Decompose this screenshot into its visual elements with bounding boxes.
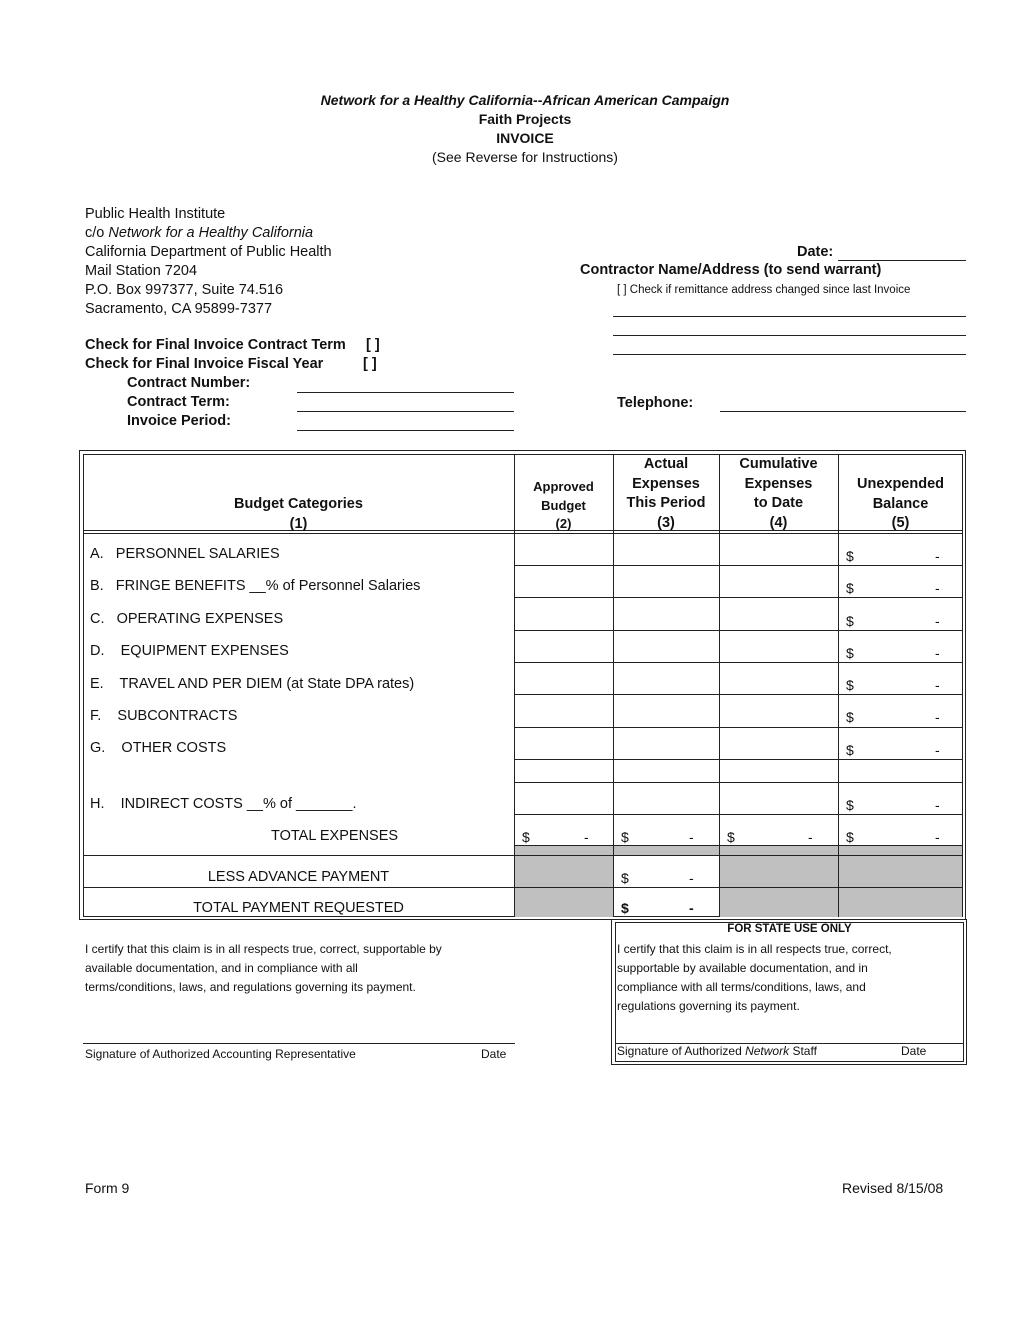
contract-number-field[interactable] xyxy=(297,392,514,393)
budget-cell-approved[interactable] xyxy=(515,695,613,727)
contractor-address-line-3[interactable] xyxy=(613,354,966,355)
total-expenses-label: TOTAL EXPENSES xyxy=(271,828,399,844)
unexpended-symbol: $ xyxy=(846,742,854,758)
budget-cell-approved[interactable] xyxy=(515,566,613,597)
less-advance-value[interactable]: - xyxy=(689,870,694,886)
unexpended-symbol: $ xyxy=(846,677,854,693)
final-contract-term-label: Check for Final Invoice Contract Term xyxy=(85,337,346,353)
total-requested-label: TOTAL PAYMENT REQUESTED xyxy=(193,900,404,916)
budget-cell-approved[interactable] xyxy=(515,783,613,814)
budget-cell-cumulative[interactable] xyxy=(720,566,838,597)
less-advance-symbol: $ xyxy=(621,870,629,886)
state-certification-line: I certify that this claim is in all respects true, correct, xyxy=(617,942,892,956)
contract-term-label: Contract Term: xyxy=(127,394,230,410)
col-header-line: Expenses xyxy=(744,475,813,492)
network-signature-italic: Network xyxy=(745,1044,790,1058)
remit-line-2-org: Network for a Healthy California xyxy=(108,225,314,241)
invoice-period-field[interactable] xyxy=(297,430,514,431)
budget-cell-actual[interactable] xyxy=(614,695,719,727)
unexpended-symbol: $ xyxy=(846,580,854,596)
network-signature-suffix: Staff xyxy=(789,1044,817,1058)
budget-cell-approved[interactable] xyxy=(515,663,613,694)
budget-cell-actual[interactable] xyxy=(614,631,719,662)
unexpended-value: - xyxy=(935,548,940,564)
invoice-period-label: Invoice Period: xyxy=(127,413,231,429)
unexpended-value: - xyxy=(935,645,940,661)
total-unexpended-value: - xyxy=(935,829,940,845)
row-line xyxy=(514,814,963,815)
budget-cell-approved[interactable] xyxy=(515,598,613,630)
total-requested-value: - xyxy=(689,900,694,916)
certification-line: terms/conditions, laws, and regulations governing its payment. xyxy=(85,980,416,994)
document-subtitle: Faith Projects xyxy=(478,111,572,127)
col-header-line: Budget xyxy=(541,497,586,513)
col-header-line: Balance xyxy=(872,495,929,512)
accounting-date-label: Date xyxy=(481,1047,507,1061)
total-actual-symbol: $ xyxy=(621,829,629,845)
final-fiscal-year-checkbox[interactable]: [ ] xyxy=(363,356,377,372)
budget-cell-cumulative[interactable] xyxy=(720,598,838,630)
col-header-line: Unexpended xyxy=(856,476,944,492)
budget-cell-actual[interactable] xyxy=(614,534,719,565)
unexpended-symbol: $ xyxy=(846,709,854,725)
row-equipment-expenses: D. EQUIPMENT EXPENSES xyxy=(90,643,289,659)
total-unexpended-symbol: $ xyxy=(846,829,854,845)
row-personnel-salaries: A. PERSONNEL SALARIES xyxy=(90,546,280,562)
contractor-certification xyxy=(85,940,442,997)
budget-cell-actual[interactable] xyxy=(614,783,719,814)
unexpended-symbol: $ xyxy=(846,613,854,629)
col-header-line: This Period xyxy=(626,495,706,511)
budget-cell-actual[interactable] xyxy=(614,566,719,597)
col-header-cumulative-expenses xyxy=(719,455,838,533)
telephone-label: Telephone: xyxy=(617,395,694,411)
budget-cell-actual[interactable] xyxy=(614,598,719,630)
remit-to-address xyxy=(85,205,332,319)
unexpended-symbol: $ xyxy=(846,645,854,661)
budget-cell-cumulative[interactable] xyxy=(720,534,838,565)
budget-cell-approved[interactable] xyxy=(515,631,613,662)
budget-cell-cumulative[interactable] xyxy=(720,631,838,662)
row-operating-expenses: C. OPERATING EXPENSES xyxy=(90,611,284,627)
col-header-budget-categories xyxy=(83,495,514,534)
document-type: INVOICE xyxy=(496,130,554,146)
final-contract-term-checkbox[interactable]: [ ] xyxy=(366,337,380,353)
remit-line-2-prefix: c/o xyxy=(85,225,109,241)
col-header-line: Budget Categories xyxy=(234,496,363,512)
remit-line-1: Public Health Institute xyxy=(85,206,226,222)
col-header-line: (1) xyxy=(289,515,308,532)
row-line xyxy=(514,845,963,846)
state-use-heading: FOR STATE USE ONLY xyxy=(727,923,852,935)
col-header-line: (2) xyxy=(555,516,572,531)
state-certification-line: regulations governing its payment. xyxy=(617,999,800,1013)
network-signature-prefix: Signature of Authorized xyxy=(617,1044,746,1058)
total-expenses-divider xyxy=(83,855,963,856)
date-field[interactable] xyxy=(838,260,966,261)
unexpended-symbol: $ xyxy=(846,548,854,564)
budget-cell-actual[interactable] xyxy=(614,728,719,759)
total-approved-symbol: $ xyxy=(522,829,530,845)
form-number: Form 9 xyxy=(85,1180,130,1196)
network-signature-label xyxy=(617,1044,817,1058)
col-header-line: Approved xyxy=(533,479,594,494)
telephone-field[interactable] xyxy=(720,411,966,412)
budget-cell-cumulative[interactable] xyxy=(720,728,838,759)
less-advance-label: LESS ADVANCE PAYMENT xyxy=(207,869,390,885)
remit-line-6: Sacramento, CA 95899-7377 xyxy=(85,301,273,317)
budget-cell-approved[interactable] xyxy=(515,728,613,759)
col-header-line: (4) xyxy=(769,514,788,531)
unexpended-value: - xyxy=(935,613,940,629)
total-approved-value: - xyxy=(584,829,589,845)
col-header-line: Expenses xyxy=(632,475,700,492)
total-cumulative-value: - xyxy=(808,829,813,845)
revision-date: Revised 8/15/08 xyxy=(842,1180,944,1196)
total-actual-value: - xyxy=(689,829,694,845)
total-cumulative-symbol: $ xyxy=(727,829,735,845)
contractor-label: Contractor Name/Address (to send warrant) xyxy=(580,262,882,278)
unexpended-value: - xyxy=(935,709,940,725)
accounting-signature-label: Signature of Authorized Accounting Representative xyxy=(85,1047,356,1061)
row-other-costs: G. OTHER COSTS xyxy=(90,740,227,756)
date-label: Date: xyxy=(797,244,834,260)
remit-line-2 xyxy=(85,224,332,243)
certification-line: available documentation, and in compliance with all xyxy=(85,961,358,975)
contractor-address-line-2[interactable] xyxy=(613,335,966,336)
col-header-actual-expenses xyxy=(613,455,719,533)
state-certification-line: compliance with all terms/conditions, laws, and xyxy=(617,980,866,994)
budget-cell-cumulative[interactable] xyxy=(720,695,838,727)
row-line xyxy=(514,759,963,760)
state-certification xyxy=(617,940,892,1016)
row-fringe-benefits: B. FRINGE BENEFITS __% of Personnel Salaries xyxy=(90,578,421,594)
budget-cell-actual[interactable] xyxy=(614,663,719,694)
row-travel-per-diem: E. TRAVEL AND PER DIEM (at State DPA rates) xyxy=(90,676,415,692)
contract-term-field[interactable] xyxy=(297,411,514,412)
instructions-note: (See Reverse for Instructions) xyxy=(432,149,618,165)
advance-divider xyxy=(83,887,963,888)
unexpended-value: - xyxy=(935,677,940,693)
col-header-unexpended-balance xyxy=(838,475,963,534)
col-header-line: Actual xyxy=(643,456,689,472)
unexpended-value: - xyxy=(935,580,940,596)
budget-cell-cumulative[interactable] xyxy=(720,783,838,814)
total-requested-symbol: $ xyxy=(621,900,629,916)
unexpended-value: - xyxy=(935,797,940,813)
col-header-line: Cumulative xyxy=(739,456,818,472)
remit-line-5: P.O. Box 997377, Suite 74.516 xyxy=(85,282,284,298)
col-header-line: (3) xyxy=(657,514,675,531)
col-header-line: to Date xyxy=(753,495,804,511)
accounting-signature-line[interactable] xyxy=(83,1043,515,1044)
remit-line-4: Mail Station 7204 xyxy=(85,263,198,279)
network-date-label: Date xyxy=(901,1044,927,1058)
col-header-line: (5) xyxy=(891,515,910,531)
budget-cell-cumulative[interactable] xyxy=(720,663,838,694)
col-header-approved-budget xyxy=(514,478,613,534)
final-fiscal-year-label: Check for Final Invoice Fiscal Year xyxy=(85,356,324,372)
row-subcontracts: F. SUBCONTRACTS xyxy=(90,708,238,724)
state-certification-line: supportable by available documentation, and in xyxy=(617,961,868,975)
remit-line-3: California Department of Public Health xyxy=(85,244,332,260)
remittance-changed-checkbox[interactable]: [ ] Check if remittance address changed since last Invoice xyxy=(617,284,911,296)
unexpended-value: - xyxy=(935,742,940,758)
row-indirect-costs: H. INDIRECT COSTS __% of _______. xyxy=(90,796,357,812)
contract-number-label: Contract Number: xyxy=(127,375,251,391)
contractor-address-line-1[interactable] xyxy=(613,316,966,317)
unexpended-symbol: $ xyxy=(846,797,854,813)
budget-cell-approved[interactable] xyxy=(515,534,613,565)
certification-line: I certify that this claim is in all respects true, correct, supportable by xyxy=(85,942,442,956)
document-title: Network for a Healthy California--African American Campaign xyxy=(320,92,730,108)
